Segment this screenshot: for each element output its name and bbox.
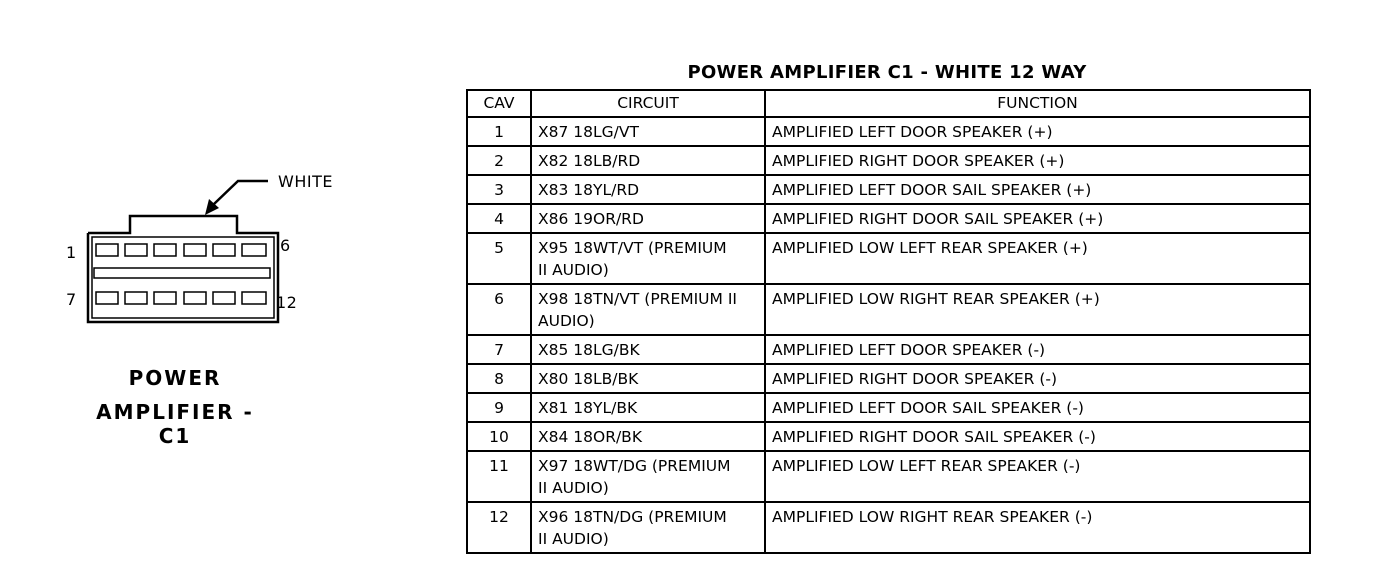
function-cell: AMPLIFIED LEFT DOOR SAIL SPEAKER (-) bbox=[765, 393, 1310, 422]
function-cell: AMPLIFIED LOW RIGHT REAR SPEAKER (+) bbox=[765, 284, 1310, 335]
circuit-cell: X80 18LB/BK bbox=[531, 364, 765, 393]
header-function: FUNCTION bbox=[765, 90, 1310, 117]
header-cav: CAV bbox=[467, 90, 531, 117]
function-cell: AMPLIFIED RIGHT DOOR SAIL SPEAKER (+) bbox=[765, 204, 1310, 233]
circuit-line: AUDIO) bbox=[538, 312, 595, 330]
function-cell: AMPLIFIED RIGHT DOOR SPEAKER (+) bbox=[765, 146, 1310, 175]
table-header-row bbox=[467, 90, 1310, 117]
table-row bbox=[467, 335, 1310, 364]
circuit-line: II AUDIO) bbox=[538, 261, 609, 279]
cavity-4 bbox=[184, 244, 206, 256]
circuit-cell: X83 18YL/RD bbox=[531, 175, 765, 204]
circuit-line: II AUDIO) bbox=[538, 530, 609, 548]
bottom-row-cavities bbox=[96, 292, 266, 304]
circuit-cell: X85 18LG/BK bbox=[531, 335, 765, 364]
cav-cell: 4 bbox=[467, 204, 531, 233]
pin-label-7: 7 bbox=[66, 290, 77, 309]
cav-cell: 8 bbox=[467, 364, 531, 393]
center-lock-bar bbox=[94, 268, 270, 278]
circuit-cell bbox=[531, 502, 765, 553]
table-row bbox=[467, 364, 1310, 393]
pin-label-12: 12 bbox=[276, 293, 298, 312]
connector-caption-line2: AMPLIFIER - C1 bbox=[96, 400, 254, 448]
circuit-cell bbox=[531, 451, 765, 502]
circuit-line: X95 18WT/VT (PREMIUM bbox=[538, 239, 727, 257]
pin-label-1: 1 bbox=[66, 243, 77, 262]
circuit-cell bbox=[531, 284, 765, 335]
table-row bbox=[467, 451, 1310, 502]
connector-color-label: WHITE bbox=[278, 172, 333, 191]
function-cell: AMPLIFIED LOW LEFT REAR SPEAKER (+) bbox=[765, 233, 1310, 284]
cavity-5 bbox=[213, 244, 235, 256]
cav-cell: 10 bbox=[467, 422, 531, 451]
table-row bbox=[467, 146, 1310, 175]
circuit-cell: X82 18LB/RD bbox=[531, 146, 765, 175]
cav-cell: 2 bbox=[467, 146, 531, 175]
function-cell: AMPLIFIED RIGHT DOOR SAIL SPEAKER (-) bbox=[765, 422, 1310, 451]
table-row bbox=[467, 422, 1310, 451]
cavity-11 bbox=[213, 292, 235, 304]
circuit-line: X98 18TN/VT (PREMIUM II bbox=[538, 290, 737, 308]
leader-line bbox=[214, 181, 268, 204]
table-row bbox=[467, 175, 1310, 204]
cavity-10 bbox=[184, 292, 206, 304]
function-cell: AMPLIFIED LOW LEFT REAR SPEAKER (-) bbox=[765, 451, 1310, 502]
cav-cell: 1 bbox=[467, 117, 531, 146]
cavity-6 bbox=[242, 244, 266, 256]
table-row bbox=[467, 393, 1310, 422]
connector-diagram bbox=[0, 0, 440, 576]
cav-cell: 11 bbox=[467, 451, 531, 502]
circuit-cell: X87 18LG/VT bbox=[531, 117, 765, 146]
circuit-line: X96 18TN/DG (PREMIUM bbox=[538, 508, 727, 526]
function-cell: AMPLIFIED RIGHT DOOR SPEAKER (-) bbox=[765, 364, 1310, 393]
cav-cell: 12 bbox=[467, 502, 531, 553]
circuit-line: II AUDIO) bbox=[538, 479, 609, 497]
cavity-1 bbox=[96, 244, 118, 256]
table-row bbox=[467, 204, 1310, 233]
function-cell: AMPLIFIED LEFT DOOR SAIL SPEAKER (+) bbox=[765, 175, 1310, 204]
function-cell: AMPLIFIED LEFT DOOR SPEAKER (-) bbox=[765, 335, 1310, 364]
table-row bbox=[467, 502, 1310, 553]
circuit-cell: X81 18YL/BK bbox=[531, 393, 765, 422]
table-row bbox=[467, 284, 1310, 335]
header-circuit: CIRCUIT bbox=[531, 90, 765, 117]
cav-cell: 5 bbox=[467, 233, 531, 284]
circuit-cell: X86 19OR/RD bbox=[531, 204, 765, 233]
pin-label-6: 6 bbox=[280, 236, 291, 255]
cav-cell: 6 bbox=[467, 284, 531, 335]
cavity-12 bbox=[242, 292, 266, 304]
cav-cell: 3 bbox=[467, 175, 531, 204]
cavity-2 bbox=[125, 244, 147, 256]
top-row-cavities bbox=[96, 244, 266, 256]
function-cell: AMPLIFIED LEFT DOOR SPEAKER (+) bbox=[765, 117, 1310, 146]
table-row bbox=[467, 117, 1310, 146]
connector-caption-line1: POWER bbox=[128, 366, 222, 390]
cavity-8 bbox=[125, 292, 147, 304]
function-cell: AMPLIFIED LOW RIGHT REAR SPEAKER (-) bbox=[765, 502, 1310, 553]
pinout-table bbox=[466, 89, 1311, 554]
connector-body-outline bbox=[88, 216, 278, 322]
cavity-3 bbox=[154, 244, 176, 256]
cavity-7 bbox=[96, 292, 118, 304]
circuit-line: X97 18WT/DG (PREMIUM bbox=[538, 457, 731, 475]
circuit-cell: X84 18OR/BK bbox=[531, 422, 765, 451]
table-row bbox=[467, 233, 1310, 284]
table-title: POWER AMPLIFIER C1 - WHITE 12 WAY bbox=[687, 62, 1087, 83]
cav-cell: 7 bbox=[467, 335, 531, 364]
cavity-9 bbox=[154, 292, 176, 304]
circuit-cell bbox=[531, 233, 765, 284]
cav-cell: 9 bbox=[467, 393, 531, 422]
